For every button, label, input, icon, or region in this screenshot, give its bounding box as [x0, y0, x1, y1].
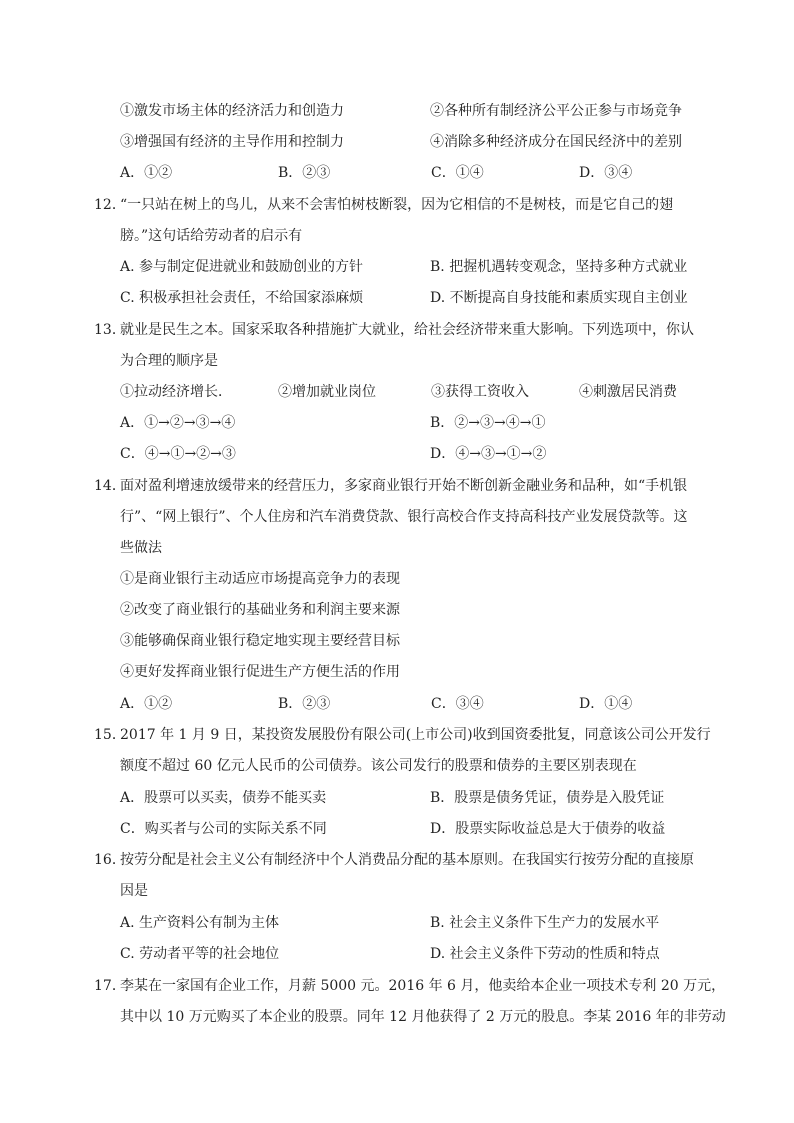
- q14-statement-1: ①是商业银行主动适应市场提高竞争力的表现: [120, 571, 400, 587]
- q12-choice-c: C. 积极承担社会责任，不给国家添麻烦: [120, 290, 364, 306]
- q14-choice-d: D．①④: [579, 696, 633, 712]
- q11-option-2: ②各种所有制经济公平公正参与市场竞争: [430, 103, 682, 119]
- q12-stem-line1: “一只站在树上的鸟儿，从来不会害怕树枝断裂，因为它相信的不是树枝，而是它自己的翅: [120, 197, 674, 213]
- q13-statement-4: ④刺激居民消费: [579, 384, 677, 400]
- q15-stem-line1: 2017 年 1 月 9 日，某投资发展股份有限公司(上市公司)收到国资委批复，同意该公司公开发行: [120, 727, 711, 743]
- q14-stem-line2: 行”、“网上银行”、个人住房和汽车消费贷款、银行高校合作支持高科技产业发展贷款等。这: [120, 509, 688, 525]
- q13-choice-b: B．②→③→④→①: [430, 415, 546, 431]
- q12-choice-a: A. 参与制定促进就业和鼓励创业的方针: [120, 259, 364, 275]
- q14-statement-4: ④更好发挥商业银行促进生产方便生活的作用: [120, 664, 400, 680]
- q14-statement-3: ③能够确保商业银行稳定地实现主要经营目标: [120, 633, 400, 649]
- q13-statement-2: ②增加就业岗位: [278, 384, 376, 400]
- q13-choice-c: C．④→①→②→③: [120, 446, 236, 462]
- q15-number: 15．: [94, 727, 126, 743]
- q12-number: 12．: [94, 197, 126, 213]
- q14-stem-line3: 些做法: [120, 540, 162, 556]
- q16-choice-c: C. 劳动者平等的社会地位: [120, 946, 280, 962]
- q16-stem-line1: 按劳分配是社会主义公有制经济中个人消费品分配的基本原则。在我国实行按劳分配的直接原: [120, 852, 694, 868]
- q14-choice-c: C．③④: [431, 696, 484, 712]
- q11-choice-c: C．①④: [431, 165, 484, 181]
- q16-choice-a: A. 生产资料公有制为主体: [120, 915, 280, 931]
- q14-choice-a: A．①②: [120, 696, 173, 712]
- q14-number: 14．: [94, 478, 126, 494]
- q16-choice-b: B. 社会主义条件下生产力的发展水平: [430, 915, 660, 931]
- q11-option-1: ①激发市场主体的经济活力和创造力: [120, 103, 344, 119]
- q14-choice-b: B．②③: [278, 696, 331, 712]
- q17-stem-line2: 其中以 10 万元购买了本企业的股票。同年 12 月他获得了 2 万元的股息。李某 2016 年的非劳动: [120, 1009, 726, 1025]
- q13-stem-line2: 为合理的顺序是: [120, 353, 218, 369]
- q11-option-4: ④消除多种经济成分在国民经济中的差别: [430, 134, 682, 150]
- q13-statement-3: ③获得工资收入: [431, 384, 529, 400]
- q13-number: 13．: [94, 322, 126, 338]
- q15-choice-c: C．购买者与公司的实际关系不同: [120, 821, 327, 837]
- q11-choice-b: B．②③: [278, 165, 331, 181]
- q12-stem-line2: 膀。”这句话给劳动者的启示有: [120, 228, 303, 244]
- q14-statement-2: ②改变了商业银行的基础业务和利润主要来源: [120, 602, 400, 618]
- q15-choice-d: D．股票实际收益总是大于债券的收益: [430, 821, 666, 837]
- q13-stem-line1: 就业是民生之本。国家采取各种措施扩大就业，给社会经济带来重大影响。下列选项中，你认: [120, 322, 694, 338]
- q13-choice-a: A．①→②→③→④: [120, 415, 236, 431]
- q16-number: 16．: [94, 852, 126, 868]
- q12-choice-d: D. 不断提高自身技能和素质实现自主创业: [430, 290, 688, 306]
- q15-choice-a: A．股票可以买卖，债券不能买卖: [120, 790, 327, 806]
- q11-choice-a: A．①②: [120, 165, 173, 181]
- q16-choice-d: D. 社会主义条件下劳动的性质和特点: [430, 946, 660, 962]
- q17-stem-line1: 李某在一家国有企业工作，月薪 5000 元。2016 年 6 月，他卖给本企业一项技术专利 20 万元，: [120, 978, 726, 994]
- q12-choice-b: B. 把握机遇转变观念，坚持多种方式就业: [430, 259, 688, 275]
- q11-choice-d: D．③④: [579, 165, 633, 181]
- q16-stem-line2: 因是: [120, 883, 148, 899]
- q15-choice-b: B．股票是债务凭证，债券是入股凭证: [430, 790, 665, 806]
- q15-stem-line2: 额度不超过 60 亿元人民币的公司债券。该公司发行的股票和债券的主要区别表现在: [120, 758, 637, 774]
- q17-number: 17．: [94, 978, 126, 994]
- q14-stem-line1: 面对盈利增速放缓带来的经营压力，多家商业银行开始不断创新金融业务和品种，如“手机银: [120, 478, 688, 494]
- q13-statement-1: ①拉动经济增长．: [120, 384, 232, 400]
- q11-option-3: ③增强国有经济的主导作用和控制力: [120, 134, 344, 150]
- q13-choice-d: D．④→③→①→②: [430, 446, 547, 462]
